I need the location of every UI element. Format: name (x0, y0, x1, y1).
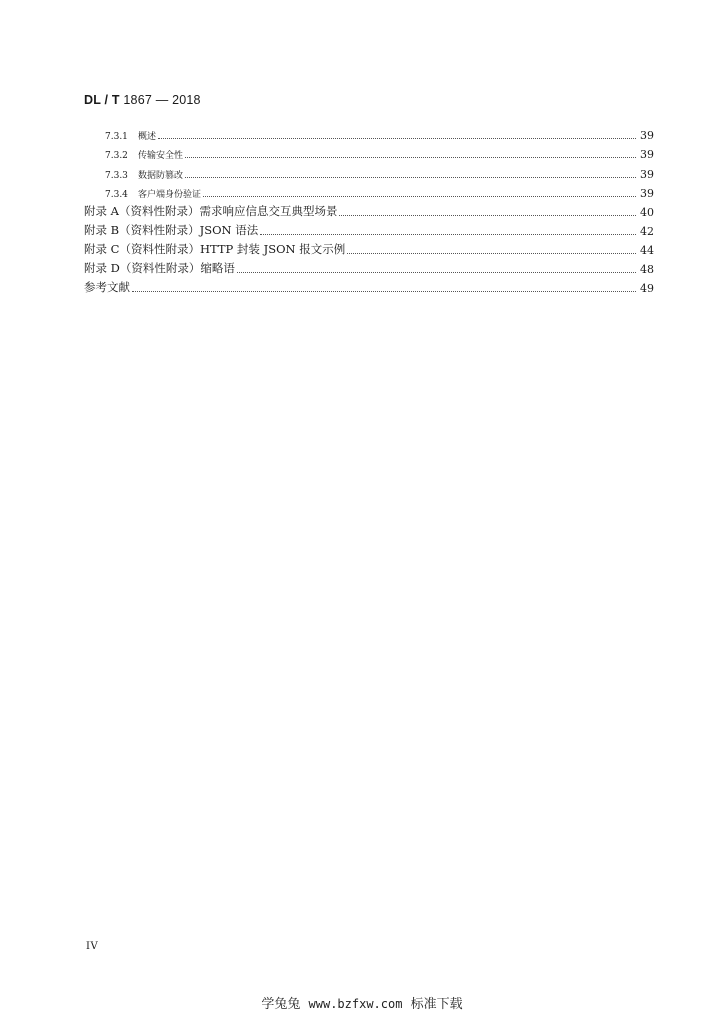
toc-leader-dots (260, 233, 636, 235)
watermark (0, 993, 724, 1012)
toc-entry-number: 7.3.1 (105, 131, 128, 142)
toc-entry[interactable] (84, 161, 654, 181)
toc-entry[interactable] (84, 257, 654, 276)
watermark-tagline: 标准下载 (410, 997, 463, 1012)
toc-entry-page: 48 (640, 263, 654, 276)
page-number: IV (86, 941, 99, 952)
toc-entry[interactable] (84, 238, 654, 257)
toc-entry-number: 7.3.4 (105, 190, 128, 200)
document-code-prefix: DL / T (84, 93, 120, 107)
toc-entry[interactable] (84, 200, 654, 219)
toc-entry-number: 7.3.2 (105, 151, 128, 161)
toc-entry-title: 附录 D（资料性附录）缩略语 (84, 261, 235, 275)
toc-entry-page: 40 (640, 206, 654, 219)
toc-entry[interactable] (84, 122, 654, 142)
toc-entry-page: 42 (640, 225, 654, 238)
toc-leader-dots (203, 195, 636, 197)
toc-leader-dots (339, 214, 636, 216)
watermark-brand: 学兔兔 (261, 997, 301, 1012)
toc-entry-title: 概述 (138, 131, 157, 142)
toc-leader-dots (185, 176, 636, 178)
document-code-number: 1867 (123, 93, 152, 107)
document-code (84, 93, 201, 107)
toc-entry-title: 传输安全性 (138, 151, 184, 161)
toc-entry-page: 39 (640, 187, 654, 200)
toc-entry-title: 数据防篡改 (138, 170, 184, 181)
toc-leader-dots (185, 156, 636, 158)
toc-entry-page: 39 (640, 167, 654, 181)
toc-leader-dots (132, 290, 636, 292)
toc-entry[interactable] (84, 142, 654, 162)
toc-leader-dots (158, 137, 636, 139)
document-code-separator: — (155, 93, 169, 107)
document-code-year: 2018 (172, 93, 201, 107)
toc-leader-dots (237, 271, 636, 273)
toc-entry-page: 39 (640, 148, 654, 161)
toc-leader-dots (347, 252, 636, 254)
toc-entry-page: 44 (640, 244, 654, 257)
toc-entry-title: 附录 A（资料性附录）需求响应信息交互典型场景 (84, 204, 338, 218)
toc-entry[interactable] (84, 181, 654, 201)
watermark-url[interactable]: www.bzfxw.com (308, 997, 403, 1011)
toc-entry[interactable] (84, 276, 654, 295)
toc-entry[interactable] (84, 219, 654, 238)
toc-entry-title: 参考文献 (84, 280, 130, 294)
table-of-contents (84, 122, 654, 295)
toc-entry-page: 49 (640, 282, 654, 295)
toc-entry-number: 7.3.3 (105, 170, 128, 181)
toc-entry-title: 附录 C（资料性附录）HTTP 封装 JSON 报文示例 (84, 242, 346, 256)
toc-entry-title: 客户端身份验证 (138, 190, 202, 200)
toc-entry-title: 附录 B（资料性附录）JSON 语法 (84, 223, 259, 237)
toc-entry-page: 39 (640, 128, 654, 142)
